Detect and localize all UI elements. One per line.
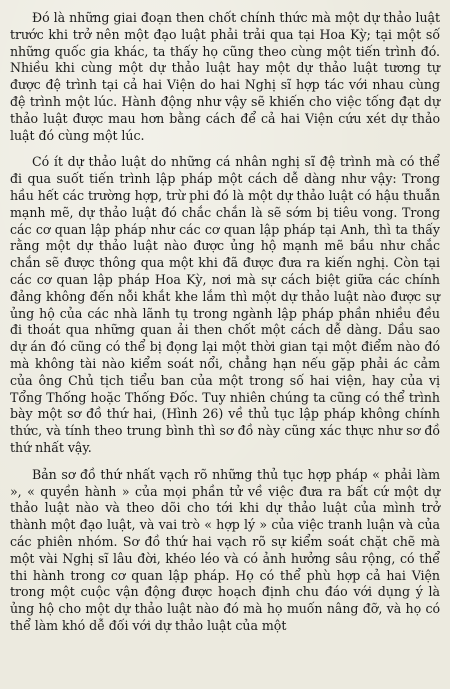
paragraph-2: Có ít dự thảo luật do những cá nhân nghị sĩ đệ trình mà có thể đi qua suốt tiến trình lập pháp một cách dễ dàng như vậy: Trong hầu hết các trường hợp, trừ phi đó là một dự thảo luật có hậu thuẫn mạnh mẽ, dự thảo luật đó chắc chắn là sẽ sớm bị tiêu vong. Trong các cơ quan lập pháp như các cơ quan lập pháp tại Anh, thì ta thấy rằng một dự thảo luật nào được ủng hộ mạnh mẽ bầu như chắc chắn sẽ được thông qua một khi đã được đưa ra kiến nghị. Còn tại các cơ quan lập pháp Hoa Kỳ, nơi mà sự cách biệt giữa các chính đảng không đến nỗi khắt khe lắm thì một dự thảo luật nào được sự ủng hộ của các nhà lãnh tụ trong ngành lập pháp phần nhiều đều đi thoát qua những quan ải then chốt một cách dễ dàng. Dầu sao dự án đó cũng có thể bị đọng lại một thời gian tại một điểm nào đó mà không tài nào kiểm soát nổi, chẳng hạn nếu gặp phải ác cảm của ông Chủ tịch tiểu ban của một trong số hai viện, hay của vị Tổng Thống hoặc Thống Đốc. Tuy nhiên chúng ta cũng có thể trình bày một sơ đồ thứ hai, (Hình 26) về thủ tục lập pháp không chính thức, và tính theo trung bình thì sơ đồ này cũng xác thực như sơ đồ thứ nhất vậy. xyxy=(10,154,440,455)
paragraph-3: Bản sơ đồ thứ nhất vạch rõ những thủ tục hợp pháp « phải làm », « quyền hành » của mọi phần tử về việc đưa ra bất cứ một dự thảo luật nào và theo dõi cho tới khi dự thảo luật của mình trở thành một đạo luật, và vai trò « hợp lý » của việc tranh luận và của các phiên nhóm. Sơ đồ thứ hai vạch rõ sự kiểm soát chặt chẽ mà một vài Nghị sĩ lâu đời, khéo léo và có ảnh hưởng sâu rộng, có thể thi hành trong cơ quan lập pháp. Họ có thể phù hợp cả hai Viện trong một cuộc vận động được hoạch định chu đáo với dụng ý là ủng hộ cho một dự thảo luật nào đó mà họ muốn nâng đỡ, và họ có thể làm khó dễ đối với dự thảo luật của một xyxy=(10,466,440,633)
paragraph-1: Đó là những giai đoạn then chốt chính thức mà một dự thảo luật trước khi trở nên một đạo luật phải trải qua tại Hoa Kỳ; tại một số những quốc gia khác, ta thấy họ cũng theo cùng một tiến trình đó. Nhiều khi cùng một dự thảo luật hay một dự thảo luật tương tự được đệ trình tại cả hai Viện do hai Nghị sĩ hợp tác với nhau cùng đệ trình một lúc. Hành động như vậy sẽ khiến cho việc tống đạt dự thảo luật được mau hơn bằng cách để cả hai Viện cứu xét dự thảo luật đó cùng một lúc. xyxy=(10,10,440,143)
